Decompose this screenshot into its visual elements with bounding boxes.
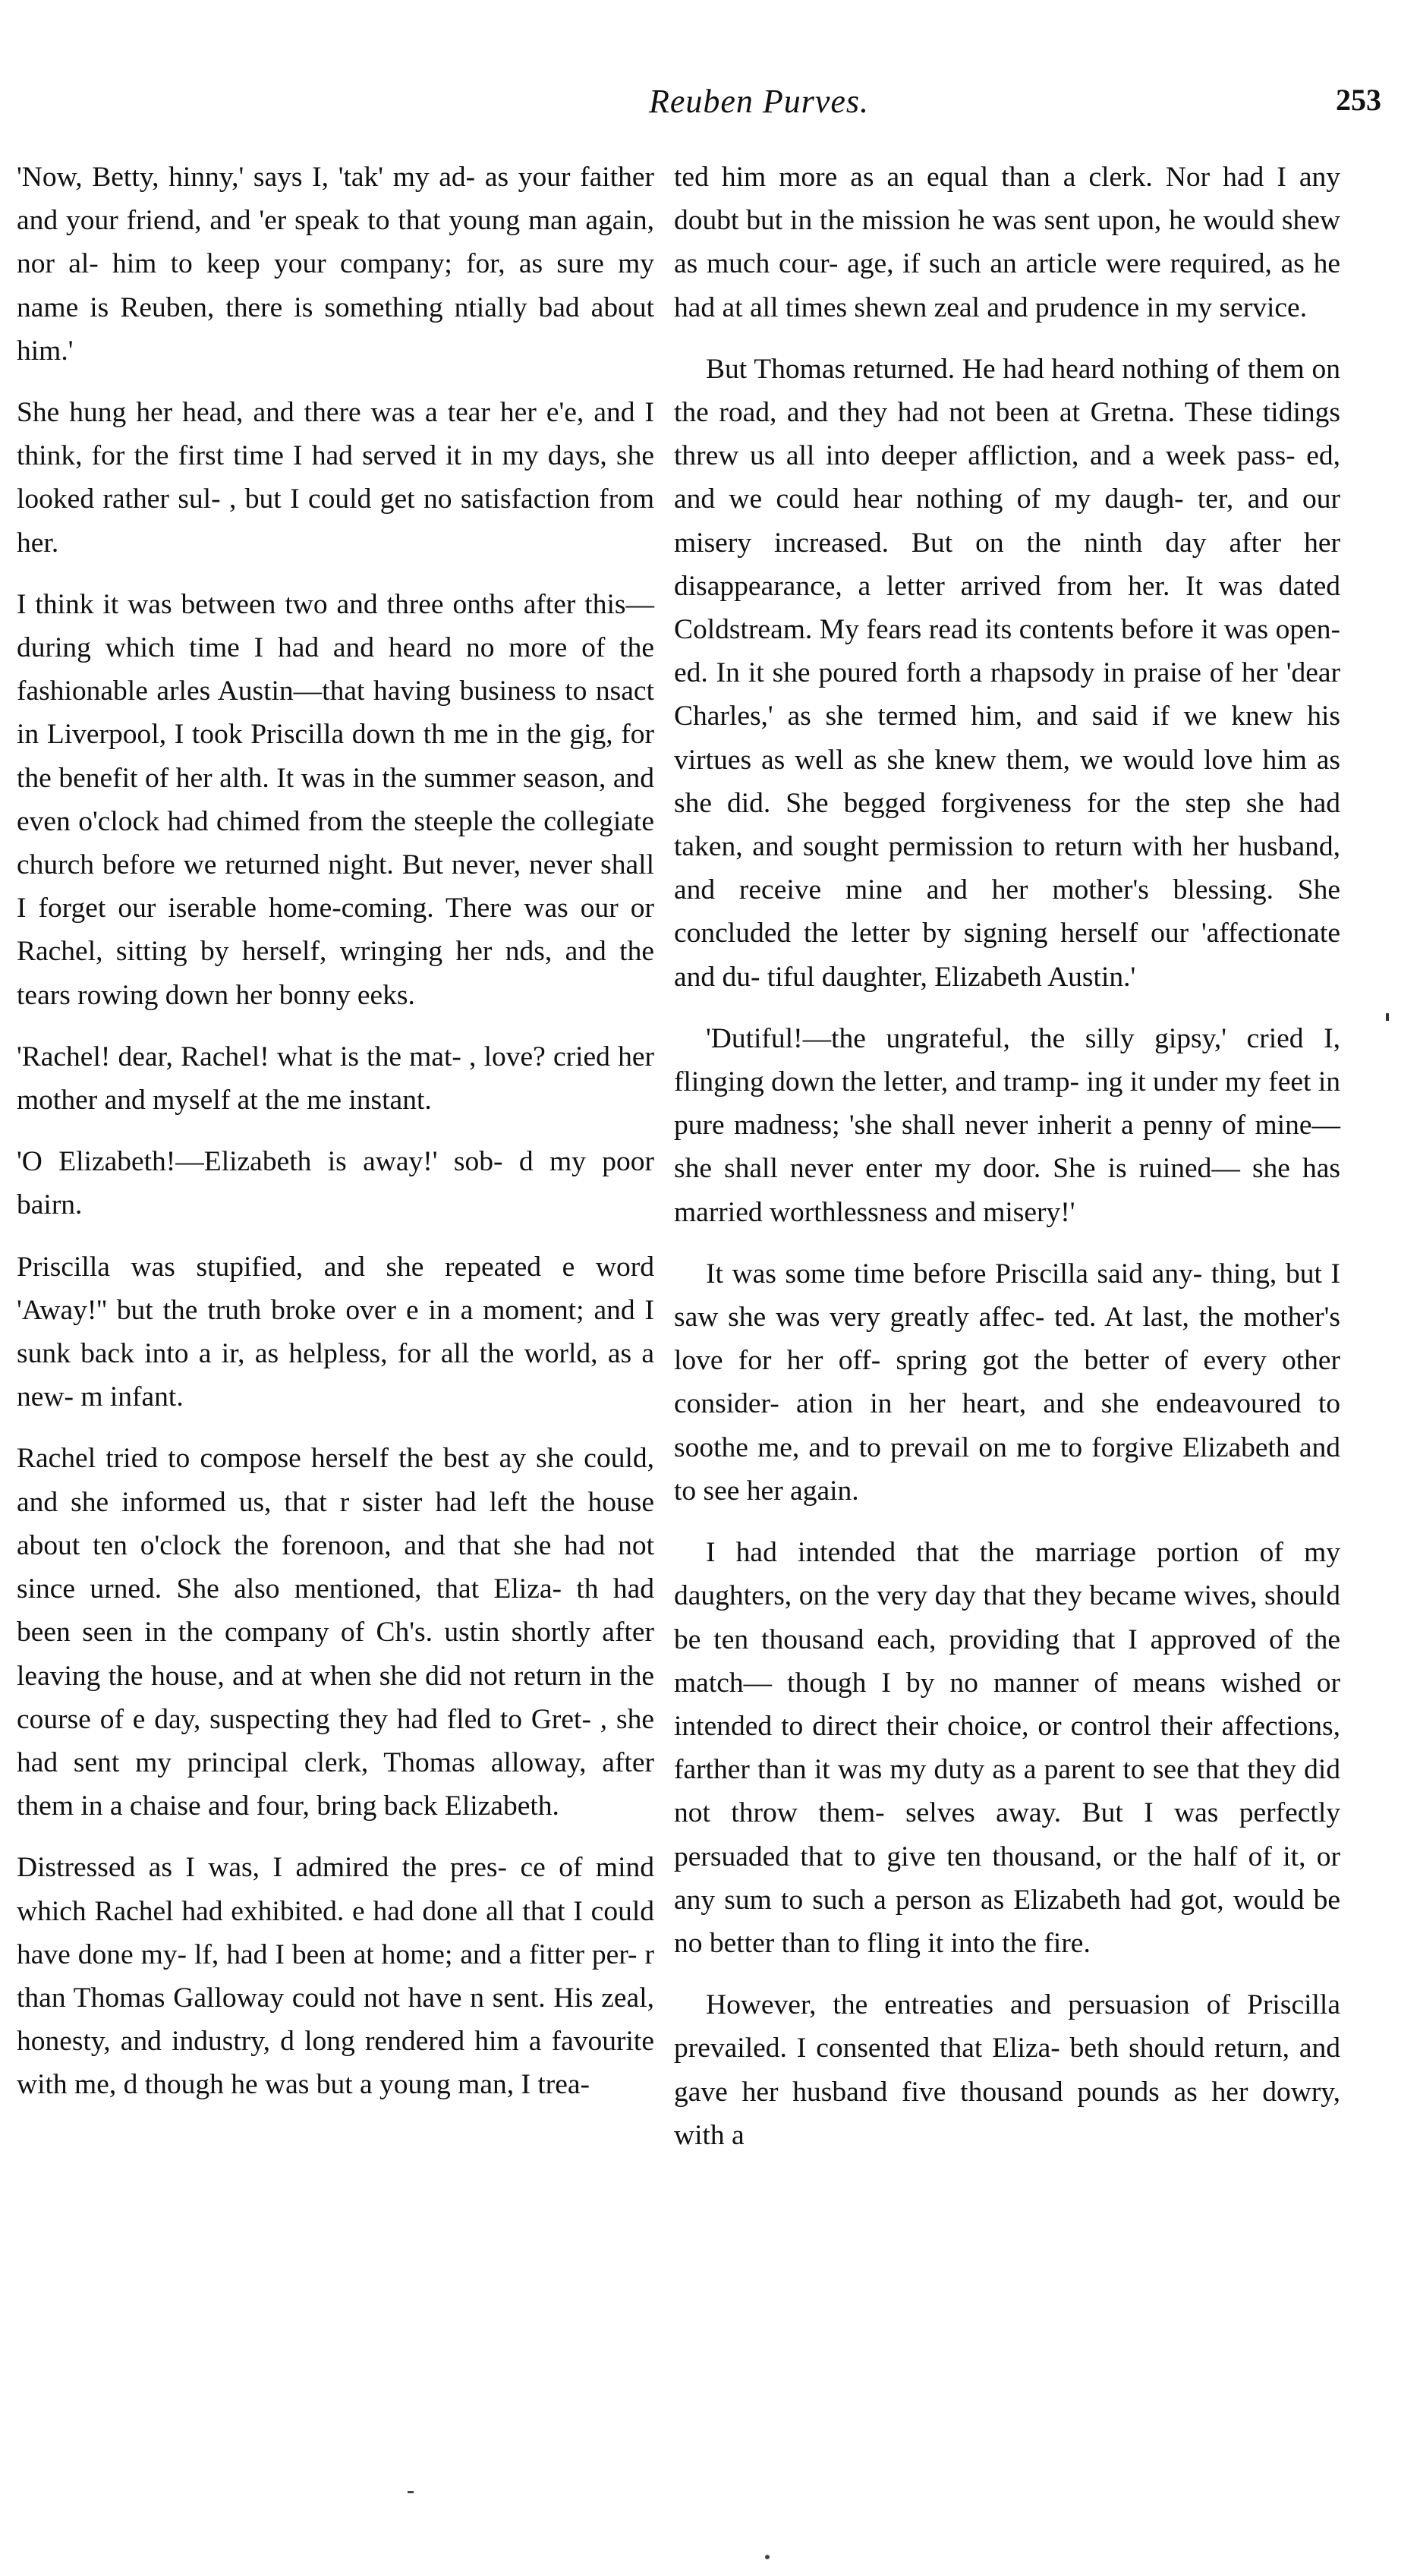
print-speck (765, 2555, 770, 2559)
print-speck (408, 2491, 414, 2493)
paragraph: Priscilla was stupified, and she repeated e word 'Away!'' but the truth broke over e in a moment; and I sunk back into a ir, as helpless, for all the world, as a new- m infant. (17, 1251, 654, 1413)
paragraph: However, the entreaties and persuasion of Priscilla prevailed. I consented that Eliza- beth should return, and gave her husband five thousand pounds as her dowry, with a (674, 1989, 1340, 2151)
paragraph: I think it was between two and three onths after this—during which time I had and heard no more of the fashionable arles Austin—that having business to nsact in Liverpool, I took Priscilla down th me in the gig, for the benefit of her alth. It was in the summer season, and even o'clock had chimed from the steeple the collegiate church before we returned night. But never, never shall I forget our iserable home-coming. There was our or Rachel, sitting by herself, wringing her nds, and the tears rowing down her bonny eeks. (17, 588, 654, 1011)
margin-mark (1386, 1013, 1389, 1021)
paragraph: 'Now, Betty, hinny,' says I, 'tak' my ad- as your faither and your friend, and 'er speak to that young man again, nor al- him to keep your company; for, as sure my name is Reuben, there is something ntially bad about him.' (17, 162, 654, 367)
paragraph: She hung her head, and there was a tear her e'e, and I think, for the first time I had served it in my days, she looked rather sul- , but I could get no satisfaction from her. (17, 397, 654, 559)
right-column (674, 156, 1340, 2175)
running-header (137, 82, 1381, 135)
paragraph: ted him more as an equal than a clerk. Nor had I any doubt but in the mission he was sent upon, he would shew as much cour- age, if such an article were required, as he had at all times shewn zeal and prudence in my service. (674, 162, 1340, 323)
paragraph: 'O Elizabeth!—Elizabeth is away!' sob- d my poor bairn. (17, 1146, 654, 1221)
running-title: Reuben Purves. (648, 83, 870, 120)
paragraph: 'Rachel! dear, Rachel! what is the mat- , love? cried her mother and myself at the me instant. (17, 1041, 654, 1116)
paragraph: Rachel tried to compose herself the best ay she could, and she informed us, that r sister had left the house about ten o'clock the forenoon, and that she had not since urned. She also mentioned, that Eliza- th had been seen in the company of Ch's. ustin shortly after leaving the house, and at when she did not return in the course of e day, suspecting they had fled to Gret- , she had sent my principal clerk, Thomas alloway, after them in a chaise and four, bring back Elizabeth. (17, 1443, 654, 1822)
left-column (17, 156, 654, 2125)
paragraph: I had intended that the marriage portion of my daughters, on the very day that they became wives, should be ten thousand each, providing that I approved of the match— though I by no manner of means wished or intended to direct their choice, or control their affections, farther than it was my duty as a parent to see that they did not throw them- selves away. But I was perfectly persuaded that to give ten thousand, or the half of it, or any sum to such a person as Elizabeth had got, would be no better than to fling it into the fire. (674, 1537, 1340, 1959)
paragraph: It was some time before Priscilla said any- thing, but I saw she was very greatly affec- ted. At last, the mother's love for her off- spring got the better of every other consider- ation in her heart, and she endeavoured to soothe me, and to prevail on me to forgive Elizabeth and to see her again. (674, 1258, 1340, 1507)
paragraph: 'Dutiful!—the ungrateful, the silly gipsy,' cried I, flinging down the letter, and tramp- ing it under my feet in pure madness; 'she shall never inherit a penny of mine—she shall never enter my door. She is ruined— she has married worthlessness and misery!' (674, 1022, 1340, 1228)
paragraph: But Thomas returned. He had heard nothing of them on the road, and they had not been at Gretna. These tidings threw us all into deeper affliction, and a week pass- ed, and we could hear nothing of my daugh- ter, and our misery increased. But on the ninth day after her disappearance, a letter arrived from her. It was dated Coldstream. My fears read its contents before it was open- ed. In it she poured forth a rhapsody in praise of her 'dear Charles,' as she termed him, and said if we knew his virtues as well as she knew them, we would love him as she did. She begged forgiveness for the step she had taken, and sought permission to return with her husband, and receive mine and her mother's blessing. She concluded the letter by signing herself our 'affectionate and du- tiful daughter, Elizabeth Austin.' (674, 353, 1340, 993)
page-number: 253 (1336, 83, 1381, 117)
paragraph: Distressed as I was, I admired the pres- ce of mind which Rachel had exhibited. e had done all that I could have done my- lf, had I been at home; and a fitter per- r than Thomas Galloway could not have n sent. His zeal, honesty, and industry, d long rendered him a favourite with me, d though he was but a young man, I trea- (17, 1852, 654, 2101)
